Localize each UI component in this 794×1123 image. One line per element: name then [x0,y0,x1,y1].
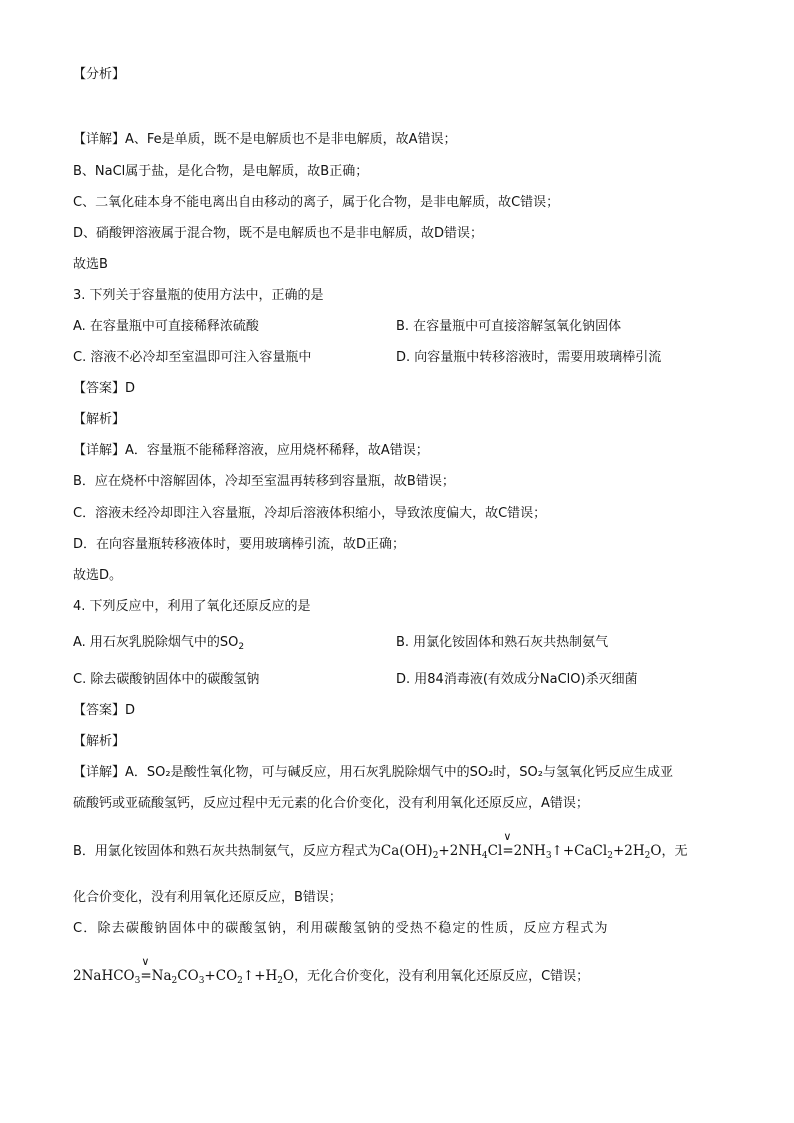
equation-ammonia [381,843,662,859]
eq-term: Na [151,968,172,984]
eq-term: 2NH [513,843,546,859]
prev-detail-a: 【详解】A、Fe是单质，既不是电解质也不是非电解质，故A错误； [73,132,457,147]
eq-sub: 3 [134,976,141,986]
q4-option-a [73,634,244,652]
equation-bicarbonate [73,968,294,984]
q3-option-d: D. 向容量瓶中转移溶液时，需要用玻璃棒引流 [396,350,662,365]
q4-explain-c-line2 [73,967,589,986]
eq-term: +H [254,968,278,984]
q3-option-a: A. 在容量瓶中可直接稀释浓硫酸 [73,319,259,334]
q4-option-a-sub: 2 [238,642,245,652]
eq-term: +CaCl [562,843,608,859]
eq-sub: 3 [545,851,552,861]
q3-option-c: C. 溶液不必冷却至室温即可注入容量瓶中 [73,350,312,365]
eq-sub: 4 [481,851,488,861]
q3-answer: 【答案】D [73,381,136,396]
q3-explain-d: D．在向容量瓶转移液体时，要用玻璃棒引流，故D正确； [73,537,406,552]
eq-term: CO [177,968,199,984]
q4-explain-b-line2: 化合价变化，没有利用氧化还原反应，B错误； [73,890,342,905]
q3-explain-a: 【详解】A．容量瓶不能稀释溶液，应用烧杯稀释，故A错误； [73,443,429,458]
prev-analysis-heading: 【分析】 [73,67,126,82]
eq-term: +2H [612,843,645,859]
q3-explain-b: B．应在烧杯中溶解固体，冷却至室温再转移到容量瓶，故B错误； [73,474,455,489]
q4-analysis-heading: 【解析】 [73,734,126,749]
q4-explain-b-line1 [73,842,687,861]
prev-detail-c: C、二氧化硅本身不能电离出自由移动的离子，属于化合物，是非电解质，故C错误； [73,195,560,210]
eq-term: 2NaHCO [73,968,135,984]
prev-detail-b: B、NaCl属于盐，是化合物，是电解质，故B正确； [73,164,369,179]
q3-option-b: B. 在容量瓶中可直接溶解氢氧化钠固体 [396,319,622,334]
q4-answer: 【答案】D [73,703,136,718]
heat-equals-sign: ∨ = [502,842,513,860]
eq-sub: 2 [432,851,439,861]
eq-sub: 2 [171,976,178,986]
eq-sub: 2 [277,976,284,986]
q3-stem: 3. 下列关于容量瓶的使用方法中，正确的是 [73,288,324,303]
q4-explain-a-line2: 硫酸钙或亚硫酸氢钙，反应过程中无元素的化合价变化，没有利用氧化还原反应，A错误； [73,796,589,811]
q4-explain-c-suffix: ，无化合价变化，没有利用氧化还原反应，C错误； [294,969,590,984]
eq-term: O [283,968,295,984]
prev-conclusion: 故选B [73,257,108,272]
eq-term: Cl [487,843,503,859]
q4-explain-c-line1: C．除去碳酸钠固体中的碳酸氢钠，利用碳酸氢钠的受热不稳定的性质，反应方程式为 [73,921,609,936]
q4-explain-b-prefix: B．用氯化铵固体和熟石灰共热制氨气，反应方程式为 [73,844,381,859]
eq-sub: 2 [237,976,243,986]
gas-arrow-icon: ↑ [242,968,255,984]
q4-option-b: B. 用氯化铵固体和熟石灰共热制氨气 [396,635,609,650]
eq-term: +2NH [438,843,482,859]
q3-conclusion: 故选D。 [73,568,123,583]
q4-option-c: C. 除去碳酸钠固体中的碳酸氢钠 [73,672,260,687]
eq-term: Ca(OH) [380,843,433,859]
q3-analysis-heading: 【解析】 [73,412,126,427]
heat-equals-sign: ∨ = [140,967,151,985]
q4-explain-a-line1: 【详解】A．SO₂是酸性氧化物，可与碱反应，用石灰乳脱除烟气中的SO₂时，SO₂与氢氧化钙反应生成亚 [73,765,673,780]
gas-arrow-icon: ↑ [551,843,563,859]
q4-explain-b-suffix: ，无 [661,844,688,859]
q3-explain-c: C．溶液未经冷却即注入容量瓶，冷却后溶液体积缩小，导致浓度偏大，故C错误； [73,506,547,521]
prev-detail-d: D、硝酸钾溶液属于混合物，既不是电解质也不是非电解质，故D错误； [73,226,484,241]
eq-sub: 3 [198,976,205,986]
q4-option-d: D. 用84消毒液(有效成分NaClO)杀灭细菌 [396,672,638,687]
eq-sub: 2 [607,851,613,861]
eq-sub: 2 [644,851,651,861]
q4-stem: 4. 下列反应中，利用了氧化还原反应的是 [73,599,311,614]
eq-term: +CO [204,968,238,984]
q4-option-a-text: A. 用石灰乳脱除烟气中的SO [73,635,239,650]
eq-term: O [650,843,662,859]
